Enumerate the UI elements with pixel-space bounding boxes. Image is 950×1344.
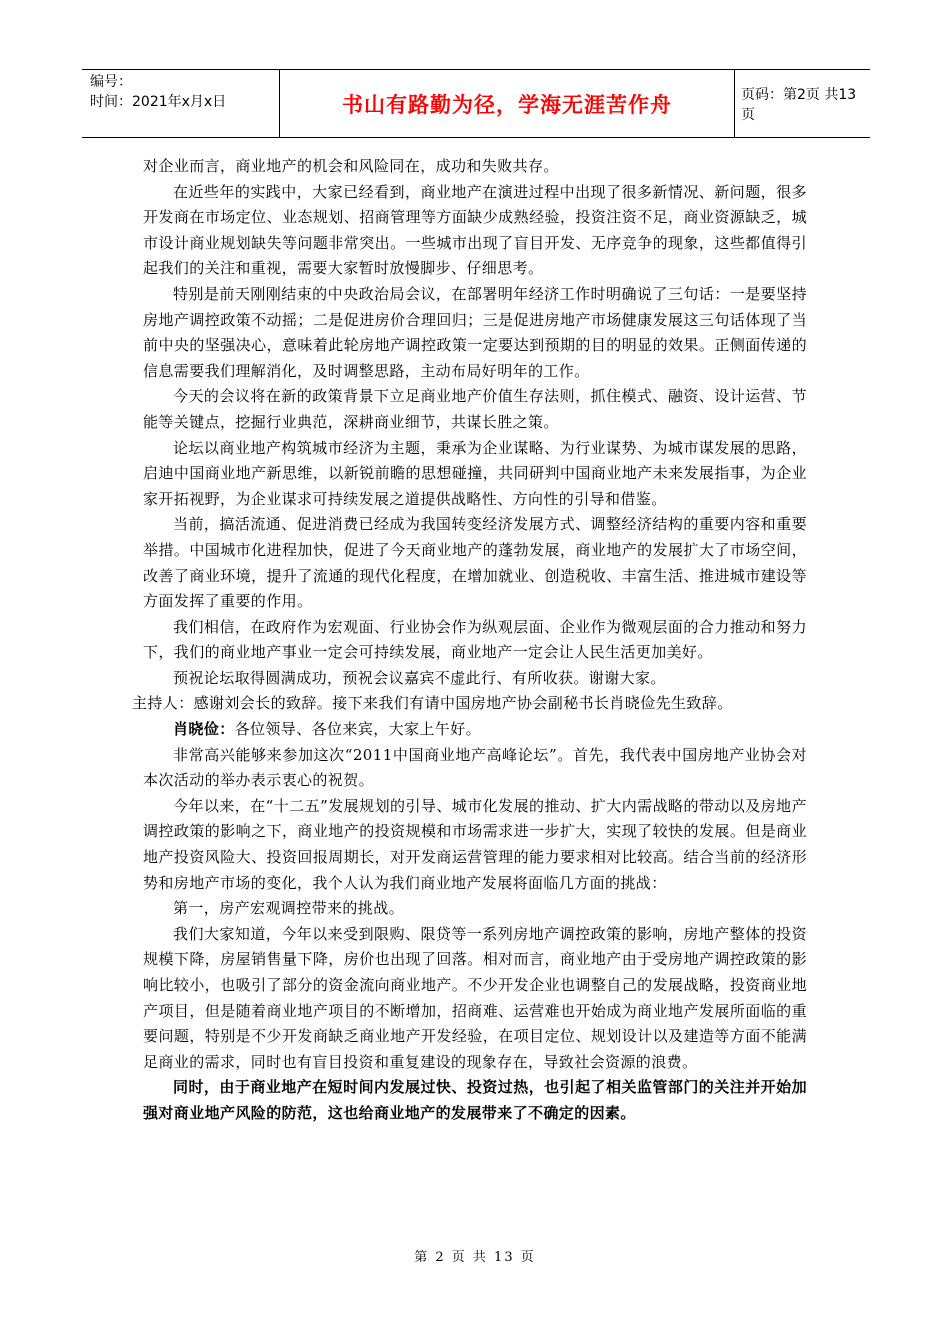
speaker-greeting: 各位领导、各位来宾，大家上午好。 xyxy=(234,720,482,739)
paragraph: 非常高兴能够来参加这次“2011中国商业地产高峰论坛”。首先，我代表中国房地产业协会对本次活动的举办表示衷心的祝贺。 xyxy=(143,745,807,790)
page-footer: 第 2 页 共 13 页 xyxy=(414,1250,536,1265)
paragraph: 在近些年的实践中，大家已经看到，商业地产在演进过程中出现了很多新情况、新问题，很多开发商在市场定位、业态规划、招商管理等方面缺少成熟经验，投资注资不足，商业资源缺乏，城市设计商业规划缺失等问题非常突出。一些城市出现了盲目开发、无序竞争的现象，这些都值得引起我们的关注和重视，需要大家暂时放慢脚步、仔细思考。 xyxy=(143,182,807,278)
header-page-indicator: 页码：第2页 共13页 xyxy=(741,86,857,123)
document-number-label: 编号： xyxy=(90,74,132,90)
paragraph: 当前，搞活流通、促进消费已经成为我国转变经济发展方式、调整经济结构的重要内容和重要举措。中国城市化进程加快，促进了今天商业地产的蓬勃发展，商业地产的发展扩大了市场空间，改善了商业环境，提升了流通的现代化程度，在增加就业、创造税收、丰富生活、推进城市建设等方面发挥了重要的作用。 xyxy=(143,515,807,611)
paragraph: 今天的会议将在新的政策背景下立足商业地产价值生存法则，抓住模式、融资、设计运营、节能等关键点，挖掘行业典范，深耕商业细节，共谋长胜之策。 xyxy=(143,387,807,431)
paragraph: 特别是前天刚刚结束的中央政治局会议，在部署明年经济工作时明确说了三句话：一是要坚持房地产调控政策不动摇；二是促进房价合理回归；三是促进房地产市场健康发展这三句话体现了当前中央的坚强决心，意味着此轮房地产调控政策一定要达到预期的目的明显的效果。正侧面传递的信息需要我们理解消化，及时调整思路，主动布局好明年的工作。 xyxy=(143,284,807,380)
header-meta xyxy=(82,70,280,137)
host-paragraph: 主持人：感谢刘会长的致辞。接下来我们有请中国房地产协会副秘书长肖晓俭先生致辞。 xyxy=(132,694,733,713)
paragraph: 今年以来，在“十二五”发展规划的引导、城市化发展的推动、扩大内需战略的带动以及房地产调控政策的影响之下，商业地产的投资规模和市场需求进一步扩大，实现了较快的发展。但是商业地产投资风险大、投资回报周期长，对开发商运营管理的能力要求相对比较高。结合当前的经济形势和房地产市场的变化，我个人认为我们商业地产发展将面临几方面的挑战： xyxy=(143,796,807,892)
document-date-label: 时间：2021年x月x日 xyxy=(90,94,227,110)
paragraph: 我们大家知道，今年以来受到限购、限贷等一系列房地产调控政策的影响，房地产整体的投资规模下降，房屋销售量下降，房价也出现了回落。相对而言，商业地产由于受房地产调控政策的影响比较小，也吸引了部分的资金流向商业地产。不少开发企业也调整自己的发展战略，投资商业地产项目，但是随着商业地产项目的不断增加，招商难、运营难也开始成为商业地产发展所面临的重要问题，特别是不少开发商缺乏商业地产开发经验，在项目定位、规划设计以及建造等方面不能满足商业的需求，同时也有盲目投资和重复建设的现象存在，导致社会资源的浪费。 xyxy=(143,924,807,1071)
document-body xyxy=(132,154,807,1127)
speaker-paragraph xyxy=(143,717,807,743)
paragraph: 预祝论坛取得圆满成功，预祝会议嘉宾不虚此行、有所收获。谢谢大家。 xyxy=(173,668,666,687)
paragraph: 第一，房产宏观调控带来的挑战。 xyxy=(173,899,405,918)
paragraph: 论坛以商业地产构筑城市经济为主题，秉承为企业谋略、为行业谋势、为城市谋发展的思路，启迪中国商业地产新思维，以新锐前瞻的思想碰撞，共同研判中国商业地产未来发展指事，为企业家开拓视野，为企业谋求可持续发展之道提供战略性、方向性的引导和借鉴。 xyxy=(143,438,807,508)
bold-paragraph: 同时，由于商业地产在短时间内发展过快、投资过热，也引起了相关监管部门的关注并开始加强对商业地产风险的防范，这也给商业地产的发展带来了不确定的因素。 xyxy=(143,1078,807,1122)
speaker-name: 肖晓俭： xyxy=(173,720,235,739)
page-header xyxy=(82,69,870,138)
header-motto: 书山有路勤为径，学海无涯苦作舟 xyxy=(280,70,735,137)
paragraph: 对企业而言，商业地产的机会和风险同在，成功和失败共存。 xyxy=(143,157,559,175)
paragraph: 我们相信，在政府作为宏观面、行业协会作为纵观层面、企业作为微观层面的合力推动和努力下，我们的商业地产事业一定会可持续发展，商业地产一定会让人民生活更加美好。 xyxy=(143,617,807,662)
